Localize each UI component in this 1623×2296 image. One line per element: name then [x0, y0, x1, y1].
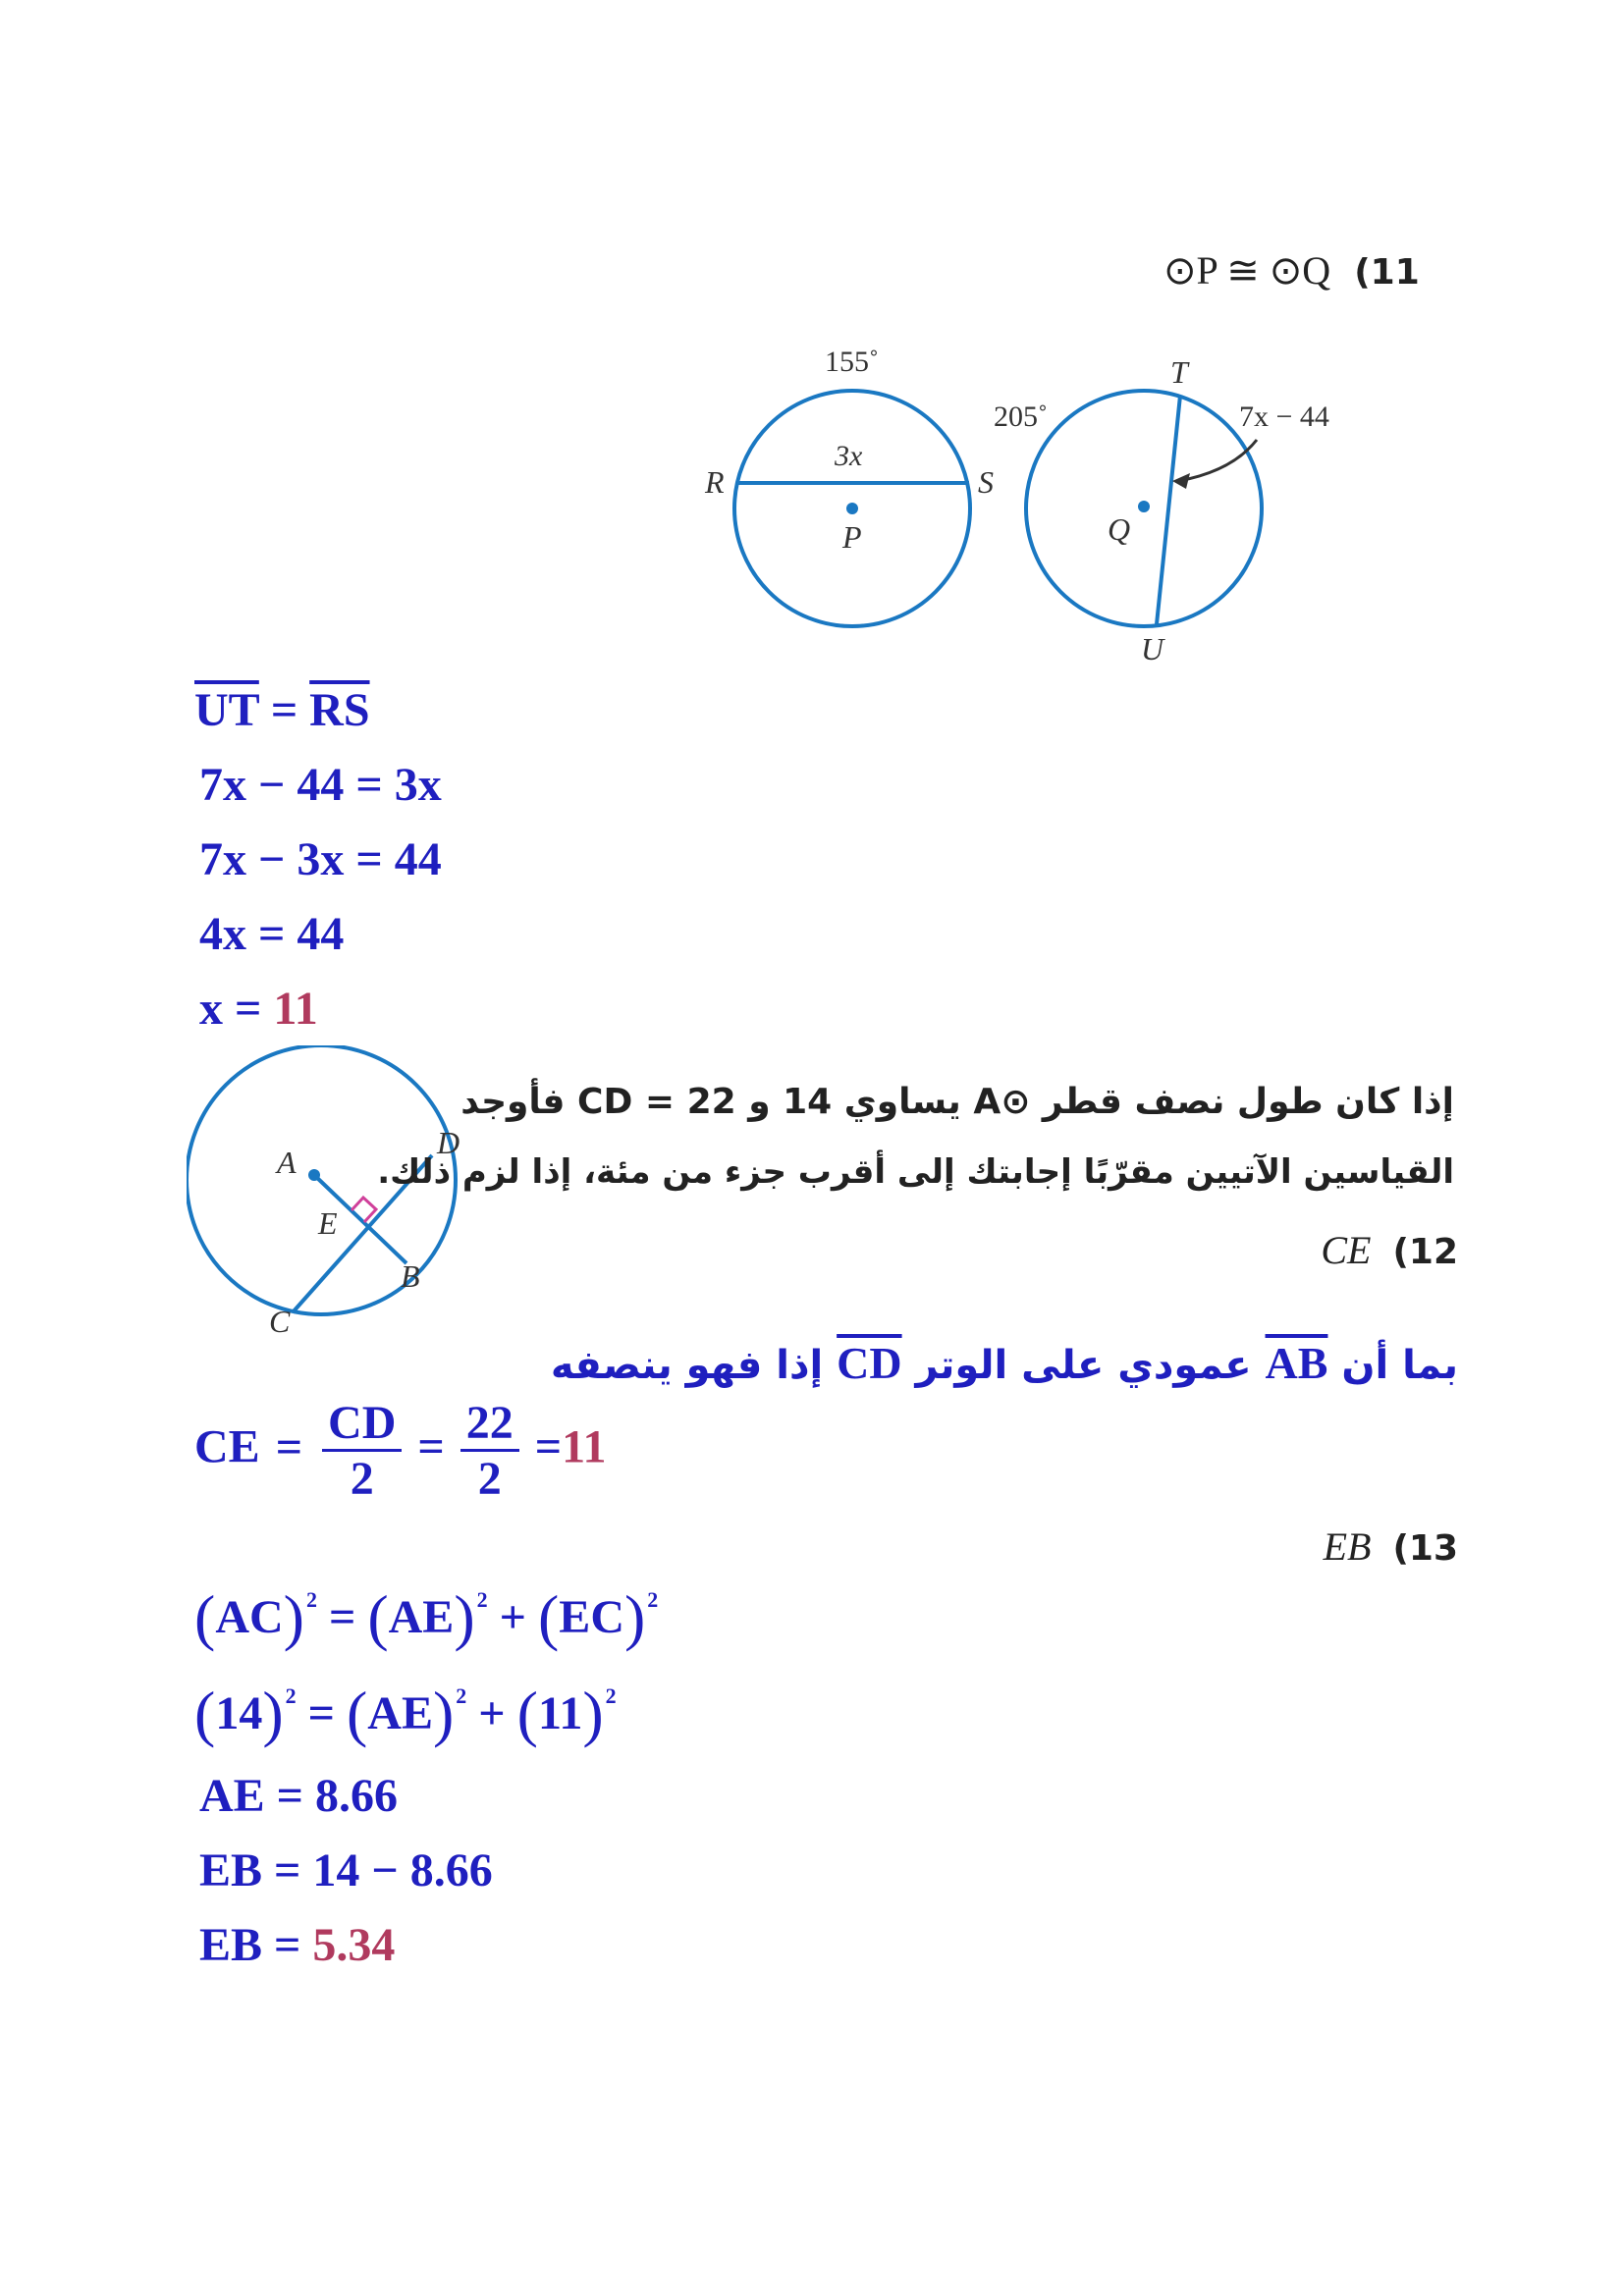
label-t: T	[1170, 354, 1188, 390]
problem-11-statement: ⊙P ≅ ⊙Q	[1163, 248, 1331, 293]
p11-line-3: 7x − 3x = 44	[199, 833, 442, 885]
p11-line-2: 7x − 44 = 3x	[199, 759, 442, 811]
label-q: Q	[1108, 511, 1131, 547]
figure-circle-a	[187, 1045, 501, 1340]
right-angle-mark	[352, 1198, 376, 1222]
problem-13-header	[1324, 1523, 1458, 1570]
label-p: P	[842, 519, 862, 555]
label-s: S	[978, 464, 994, 500]
chord-tu-arrowhead	[1172, 473, 1190, 489]
p13-line-5: EB = 5.34	[199, 1919, 396, 1971]
chord-tu	[1157, 396, 1180, 624]
problem-13-label: EB	[1323, 1524, 1372, 1569]
arc-rs-label: 155˚	[825, 346, 879, 378]
problem-12-header	[1321, 1227, 1458, 1273]
segment-cd: CD	[837, 1338, 902, 1388]
label-e: E	[318, 1205, 338, 1241]
p11-line-1: $\overline{UT} = \overline{RS}$	[194, 684, 370, 736]
p13-line-3: AE = 8.66	[199, 1770, 399, 1822]
p12-answer: 11	[562, 1420, 607, 1473]
segment-ab: AB	[1265, 1338, 1328, 1388]
p13-line-2: $(14)^2 = (AE)^2 + (11)^2$	[194, 1679, 617, 1748]
p11-line-4: 4x = 44	[199, 908, 345, 960]
p12-reason: بما أن AB عمودي على الوتر CD إذا فهو ينصفه	[550, 1338, 1458, 1388]
figure-congruent-circles	[687, 334, 1375, 687]
segment-rs: $\overline{RS}$	[309, 684, 370, 736]
p11-answer: 11	[273, 983, 318, 1035]
instruction-line-2: القياسين الآتيين مقرّبًا إجابتك إلى أقرب جزء من مئة، إذا لزم ذلك.	[377, 1152, 1454, 1192]
fraction-cd-over-2: $\frac{CD}{2}$	[322, 1400, 402, 1503]
label-u: U	[1141, 631, 1164, 667]
center-p	[846, 503, 858, 514]
problem-11-header	[1163, 247, 1420, 294]
chord-tu-label: 7x − 44	[1239, 400, 1329, 433]
label-d: D	[437, 1125, 460, 1160]
segment-ut: $\overline{UT}$	[194, 684, 259, 736]
arc-tu-label: 205˚	[994, 400, 1048, 433]
problem-13-number: (13	[1392, 1528, 1458, 1569]
label-b: B	[401, 1258, 420, 1294]
p13-line-1: (AC)$^2$ = (AE)$^2$ + (EC)$^2$	[194, 1582, 659, 1652]
problem-12-number: (12	[1392, 1232, 1458, 1272]
label-c: C	[269, 1304, 291, 1339]
instruction-line-1: إذا كان طول نصف قطر ⊙A يساوي 14 و CD = 22 فأوجد	[460, 1082, 1454, 1122]
p13-answer: 5.34	[312, 1919, 396, 1971]
chord-rs-label: 3x	[835, 440, 863, 472]
label-r: R	[705, 464, 725, 500]
label-a: A	[277, 1145, 297, 1180]
center-q	[1138, 501, 1150, 512]
fraction-22-over-2: $\frac{22}{2}$	[460, 1400, 519, 1503]
center-a	[308, 1169, 320, 1181]
p12-equation: CE = $\frac{CD}{2}$ = $\frac{22}{2}$ =11	[194, 1397, 607, 1505]
p11-line-5: x = 11	[199, 983, 318, 1035]
problem-12-label: CE	[1321, 1228, 1372, 1272]
p13-line-4: EB = 14 − 8.66	[199, 1844, 493, 1896]
problem-11-number: (11	[1354, 252, 1420, 293]
